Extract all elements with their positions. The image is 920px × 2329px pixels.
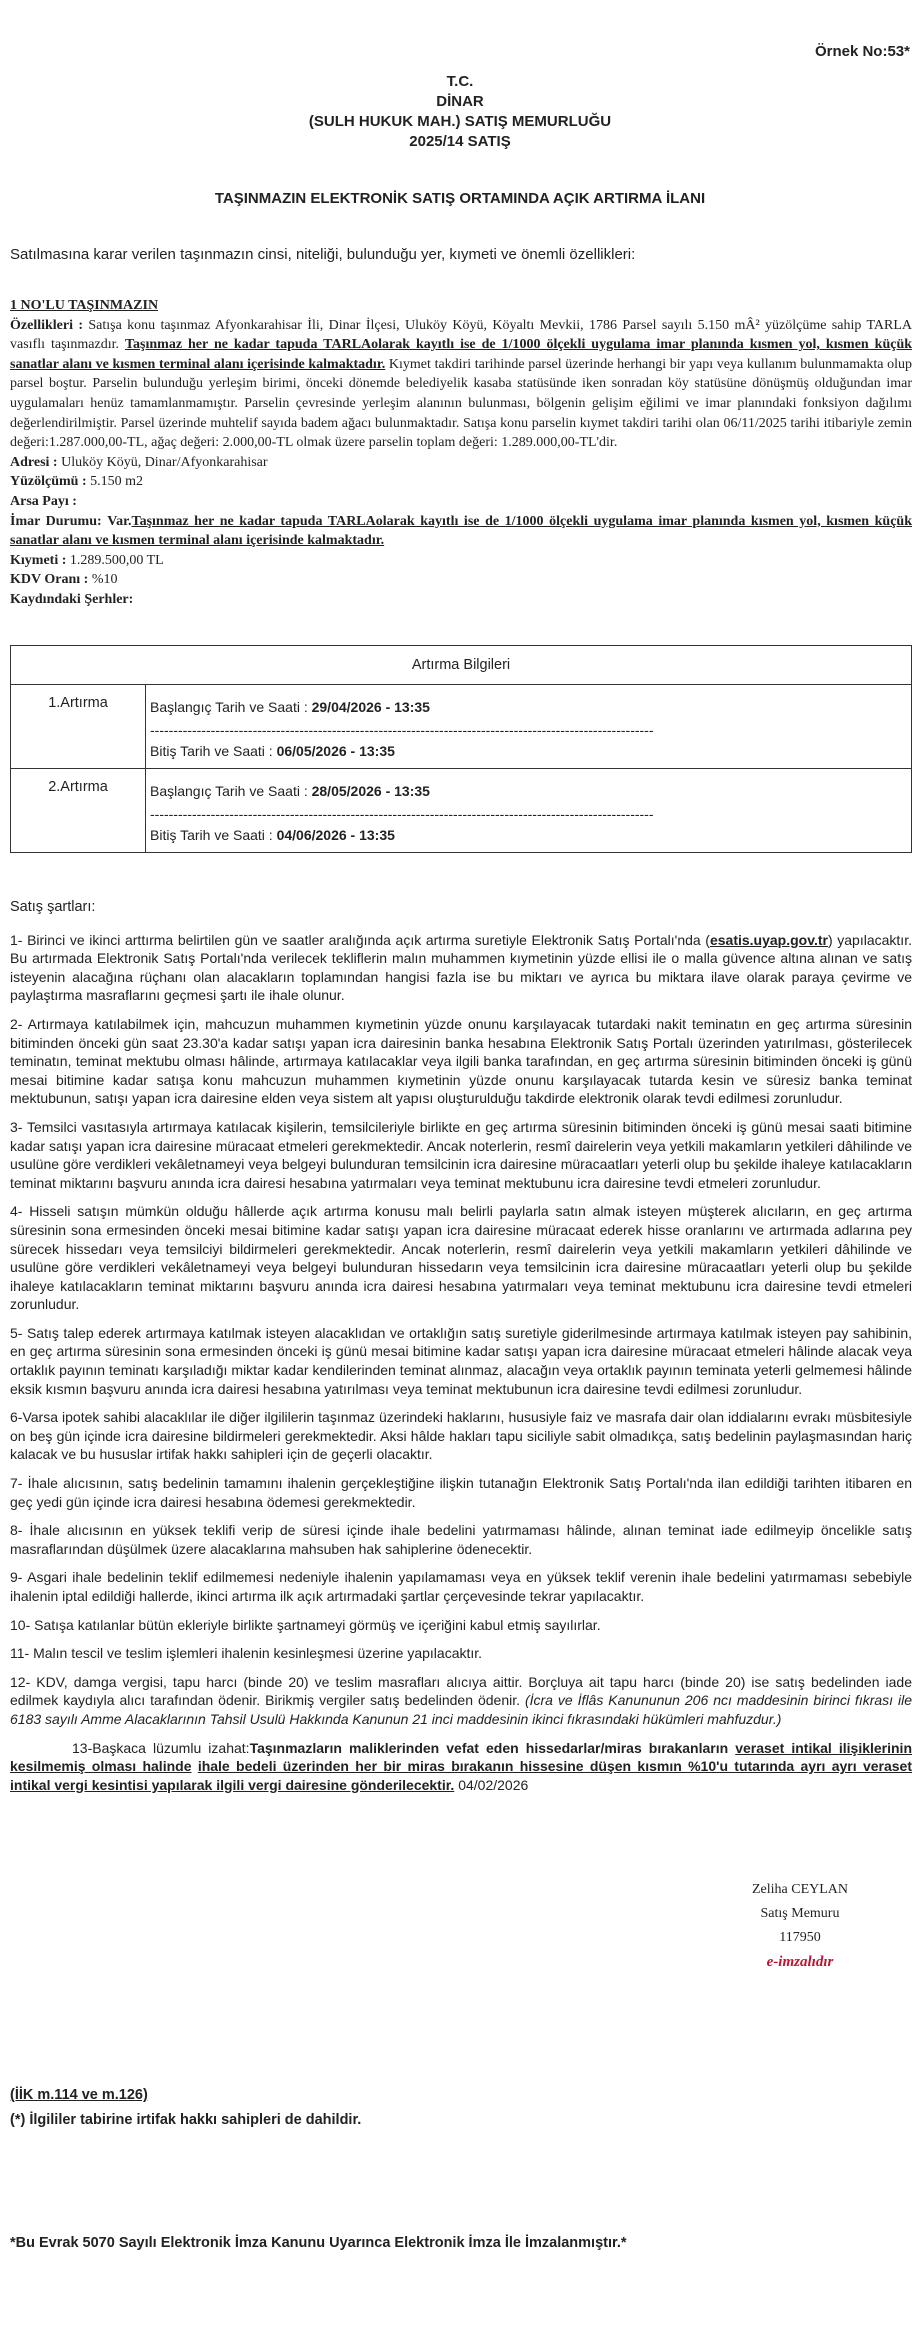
condition-12 xyxy=(10,1673,912,1729)
condition-9: 9- Asgari ihale bedelinin teklif edilmemesi nedeniyle ihalenin yapılamaması veya en yüksek teklif verenin ihale bedelini yatırmaması sebebiyle ihalenin iptal edildiği hallerde, ikinci artırma ilk açık artırmadaki şartlar çerçevesinde tekrar yapılacaktır. xyxy=(10,1569,912,1604)
signer-role: Satış Memuru xyxy=(760,1906,840,1921)
zoning-status: Var. xyxy=(107,513,132,529)
address-value: Uluköy Köyü, Dinar/Afyonkarahisar xyxy=(61,454,268,470)
condition-1-text: 1- Birinci ve ikinci arttırma belirtilen gün ve saatler aralığında açık artırma suretiyle Elektronik Satış Portalı'nda ( xyxy=(10,931,710,948)
separator-line: ------------------------------------------------------------------------------------------------------------ xyxy=(150,722,654,738)
condition-4: 4- Hisseli satışın mümkün olduğu hâllerde açık artırma konusu malı belirli paylarla satın almak isteyen müşterek alıcıların, en geç artırma süresinin sona ermesinden önceki mesai bitimine kadar satışı yapan icra dairesine müracaat ederek hisse oranlarını ve artırmada adlarına pey sürecek hissedarı veya temsilciyi bildirmeleri gerekmektedir. Ancak noterlerin, resmî dairelerin veya yetkili makamların yetkileri dâhilinde ve usulüne göre verdikleri vekâletnameyi veya belgeyi bulunduran hissedarın veya temsilcinin icra dairesine müracaatları yeterli olup bu şekilde ihaleye katılacakların teminat miktarını başvuru anında icra dairesi hesabına yatırmaları veya teminat mektubunu icra dairesine tevdi etmeleri zorunludur. xyxy=(10,1203,912,1313)
condition-13-underlined-2: ihale bedeli üzerinden her bir miras bırakanın hissesine düşen kısmın %10'u tutarında ayrı ayrı veraset intikal vergi kesintisi yapılarak ilgili vergi dairesine gönderilecektir. xyxy=(10,1758,912,1793)
value-amount: 1.289.500,00 TL xyxy=(69,552,164,568)
vat-label: KDV Oranı : xyxy=(10,572,89,588)
e-signature-note: *Bu Evrak 5070 Sayılı Elektronik İmza Kanunu Uyarınca Elektronik İmza İle İmzalanmıştır.* xyxy=(10,2235,627,2251)
condition-11: 11- Malın tescil ve teslim işlemleri ihalenin kesinleşmesi üzerine yapılacaktır. xyxy=(10,1645,483,1662)
condition-3: 3- Temsilci vasıtasıyla artırmaya katılacak kişilerin, temsilcileriyle birlikte en geç artırma süresinin bitiminden önceki iş günü mesai saati bitimine kadar satışı yapan icra dairesine müracaat etmeleri gerekmektedir. Ancak noterlerin, resmî dairelerin veya yetkili makamların yetkileri dâhilinde ve usulüne göre verdikleri vekâletnameyi veya belgeyi bulunduran temsilcinin icra dairesine müracaatları yeterli olup bu şekilde ihaleye katılacakların teminat miktarını başvuru anında icra dairesi hesabına yatırmaları veya teminat mektubunu icra dairesine tevdi etmeleri zorunludur. xyxy=(10,1118,912,1191)
area-label: Yüzölçümü : xyxy=(10,474,87,490)
header-line-country: T.C. xyxy=(446,73,474,90)
area-value: 5.150 m2 xyxy=(90,474,144,490)
end-datetime: 04/06/2026 - 13:35 xyxy=(276,827,395,843)
signer-number: 117950 xyxy=(779,1930,821,1945)
sample-number: Örnek No:53* xyxy=(814,43,910,60)
zoning-text: Taşınmaz her ne kadar tapuda TARLAolarak kayıtlı ise de 1/1000 ölçekli uygulama imar planında kısmen yol, kısmen küçük sanatlar alanı ve kısmen terminal alanı içerisinde kalmaktadır. xyxy=(10,513,913,549)
e-signed-label: e-imzalıdır xyxy=(766,1954,834,1970)
footer-notes xyxy=(10,2083,361,2133)
condition-12-legal-note: (İcra ve İflâs Kanununun 206 ncı maddesinin birinci fıkrası ile 6183 sayılı Amme Alacaklarının Tahsil Usulü Hakkında Kanunun 21 inci maddesinin ikinci fıkrasındaki hükümleri mahfuzdur.) xyxy=(10,1692,913,1727)
end-label: Bitiş Tarih ve Saati : xyxy=(150,827,273,843)
document-header xyxy=(0,72,920,152)
features-zoning-note: Taşınmaz her ne kadar tapuda TARLAolarak kayıtlı ise de 1/1000 ölçekli uygulama imar planında kısmen yol, kısmen küçük sanatlar alanı ve kısmen terminal alanı içerisinde kalmaktadır. xyxy=(10,337,913,372)
condition-8: 8- İhale alıcısının en yüksek teklifi verip de süresi içinde ihale bedelini yatırmaması hâlinde, alınan teminat iade edilmeyip öncelikle satış masraflarından düşülmek üzere alacaklarına mahsuben hak sahiplerine ödenecektir. xyxy=(10,1522,912,1557)
document-title: TAŞINMAZIN ELEKTRONİK SATIŞ ORTAMINDA AÇIK ARTIRMA İLANI xyxy=(214,190,706,207)
condition-5: 5- Satış talep ederek artırmaya katılmak isteyen alacaklıdan ve ortaklığın satış suretiyle giderilmesinde artırmaya katılmak isteyen pay sahibinin, en geç artırma süresinin sona ermesinden önceki iş günü mesai bitimine kadar satışı yapan icra dairesine müracaat etmeleri hâlinde alacak veya ortaklık payının teminatı karşıladığı miktar kadar kendilerinden teminat alınmaz, alacağın veya ortaklık payının teminata yeterli gelmemesi hâlinde eksik kısmın başvuru anında icra dairesi hesabına yatırılması veya teminat mektubunun icra dairesine tevdi edilmesi zorunludur. xyxy=(10,1324,912,1397)
features-detail: Kıymet takdiri tarihinde parsel üzerinde herhangi bir yapı veya kullanım bulunmamakta olup parsel boştur. Parselin bulunduğu yerleşim birimi, önceki dönemde belediyelik kasaba statüsünde iken sonradan köy statüsüne dönüşmüş olduğundan imar uygulamaları henüz tamamlanmamıştır. Parselin çevresinde yerleşim alanının bulunması, bölgenin gelişim eğilimi ve imar planındaki fonksiyon dağılımı değerlendirilmiştir. Parsel üzerinde muhtelif sayıda badem ağacı bulunmaktadır. Satışa konu parselin kıymet takdiri tarihi olan 06/11/2025 tarihi itibariyle zemin değeri:1.287.000,00-TL, ağaç değeri: 2.000,00-TL olmak üzere parselin toplam değeri: 1.289.000,00-TL'dir. xyxy=(10,356,913,451)
annotations-label: Kaydındaki Şerhler: xyxy=(10,591,134,607)
property-features xyxy=(10,316,912,453)
condition-1 xyxy=(10,931,912,1005)
esatis-link[interactable]: esatis.uyap.gov.tr xyxy=(709,931,828,948)
table-row xyxy=(11,685,912,769)
value-label: Kıymeti : xyxy=(10,552,67,568)
start-label: Başlangıç Tarih ve Saati : xyxy=(150,783,308,799)
condition-13-date: 04/02/2026 xyxy=(454,1776,529,1793)
stakeholder-note: (*) İlgililer tabirine irtifak hakkı sahipleri de dahildir. xyxy=(10,2112,362,2128)
condition-1-text-cont: ) yapılacaktır. Bu artırmada Elektronik Satış Portalı'nda verilecek tekliflerin malın muhammen kıymetinin yüzde ellisi ile o malla güvence altına alınan ve satış isteyenin alacağına rüçhanı olan alacakların toplamından hangisi fazla ise bu miktarı ve ayrıca bu miktara ilave olarak paraya çevirme ve paylaştırma masraflarını geçmesi şartı ile ihale olunur. xyxy=(10,931,912,1004)
table-row xyxy=(11,769,912,853)
header-line-case: 2025/14 SATIŞ xyxy=(409,133,511,150)
auction-round-dates xyxy=(146,685,912,769)
start-datetime: 28/05/2026 - 13:35 xyxy=(311,783,430,799)
auction-round-label: 1.Artırma xyxy=(11,685,146,769)
features-label: Özellikleri : xyxy=(10,317,83,333)
end-label: Bitiş Tarih ve Saati : xyxy=(150,743,273,759)
vat-value: %10 xyxy=(91,572,118,588)
condition-10: 10- Satışa katılanlar bütün ekleriyle birlikte şartnameyi görmüş ve içeriğini kabul etmiş sayılırlar. xyxy=(10,1616,601,1633)
signature-block xyxy=(700,1878,900,1974)
intro-text: Satılmasına karar verilen taşınmazın cinsi, niteliği, bulunduğu yer, kıymeti ve önemli özellikleri: xyxy=(10,246,636,263)
condition-13-underlined-1: veraset intikal ilişiklerinin kesilmemiş olması halinde xyxy=(10,1739,913,1775)
auction-table xyxy=(10,645,912,853)
share-label: Arsa Payı : xyxy=(10,493,77,509)
condition-2: 2- Artırmaya katılabilmek için, mahcuzun muhammen kıymetinin yüzde onunu karşılayacak tutardaki nakit teminatın en geç artırma süresinin bitiminden önceki gün saat 23.30'a kadar satışı yapan icra dairesinin banka hesabına Elektronik Satış Portalı üzerinden yatırılması, gösterilecek teminatın, teminat mektubu olması hâlinde, artırmaya katılacaklar veya ilgili banka tarafından, en geç artırma süresinin bitiminden önceki iş günü mesai bitimine kadar satışa konu mahcuzun muhammen kıymetinin yüzde onunu karşılayacak tutarda kesin ve süresiz banka teminat mektubunun, satışı yapan icra dairesine elden veya sistem alt yapısı oluşturulduğu takdirde elektronik olarak tevdi edilmesi zorunludur. xyxy=(10,1015,912,1107)
start-label: Başlangıç Tarih ve Saati : xyxy=(150,699,308,715)
condition-13-text: Taşınmazların maliklerinden vefat eden hissedarlar/miras bırakanların xyxy=(249,1739,736,1756)
auction-round-dates xyxy=(146,769,912,853)
law-reference: (İİK m.114 ve m.126) xyxy=(10,2087,148,2103)
address-label: Adresi : xyxy=(10,454,58,470)
separator-line: ------------------------------------------------------------------------------------------------------------ xyxy=(150,806,654,822)
conditions-title: Satış şartları: xyxy=(10,899,96,915)
auction-round-label: 2.Artırma xyxy=(11,769,146,853)
header-line-district: DİNAR xyxy=(436,93,484,110)
condition-12-text: 12- KDV, damga vergisi, tapu harcı (binde 20) ve teslim masrafları alıcıya aittir. Borçluya ait tapu harcı (binde 20) ise satış bedelinden iade edilmek kaydıyla alıcı tarafından ödenir. Birikmiş vergiler satış bedelinden ödenir. xyxy=(10,1673,912,1709)
end-datetime: 06/05/2026 - 13:35 xyxy=(276,743,395,759)
zoning-label: İmar Durumu: xyxy=(10,513,102,529)
signer-name: Zeliha CEYLAN xyxy=(751,1882,849,1897)
sale-conditions xyxy=(10,898,912,1804)
property-section xyxy=(10,296,912,610)
auction-table-header: Artırma Bilgileri xyxy=(11,646,912,685)
condition-13 xyxy=(10,1739,912,1795)
condition-6: 6-Varsa ipotek sahibi alacaklılar ile diğer ilgililerin taşınmaz üzerindeki haklarını, hususiyle faiz ve masrafa dair olan iddialarını evrakı müsbitesiyle on beş gün içinde icra dairesine bildirmeleri gerekmektedir. Aksi hâlde hakları tapu siciliyle sabit olmadıkça, satış bedelinin paylaşmasından hariç kalacak ve bu hususlar irtifak hakkı sahipleri için de geçerli olacaktır. xyxy=(10,1409,912,1463)
condition-13-label: 13-Başkaca lüzumlu izahat: xyxy=(72,1739,250,1756)
property-heading: 1 NO'LU TAŞINMAZIN xyxy=(10,298,159,313)
features-text: Satışa konu taşınmaz Afyonkarahisar İli, Dinar İlçesi, Uluköy Köyü, Köyaltı Mevkii, 1786 Parsel sayılı 5.150 mÂ² yüzölçüme sahip TARLA vasıflı taşınmazdır. xyxy=(10,317,912,353)
start-datetime: 29/04/2026 - 13:35 xyxy=(311,699,430,715)
condition-7: 7- İhale alıcısının, satış bedelinin tamamını ihalenin gerçekleştiğine ilişkin tutanağın Elektronik Satış Portalı'nda ilan edildiği tarihten itibaren en geç yedi gün içinde icra dairesi hesabına ödemesi gerekmektedir. xyxy=(10,1475,912,1510)
header-line-office: (SULH HUKUK MAH.) SATIŞ MEMURLUĞU xyxy=(308,113,612,130)
